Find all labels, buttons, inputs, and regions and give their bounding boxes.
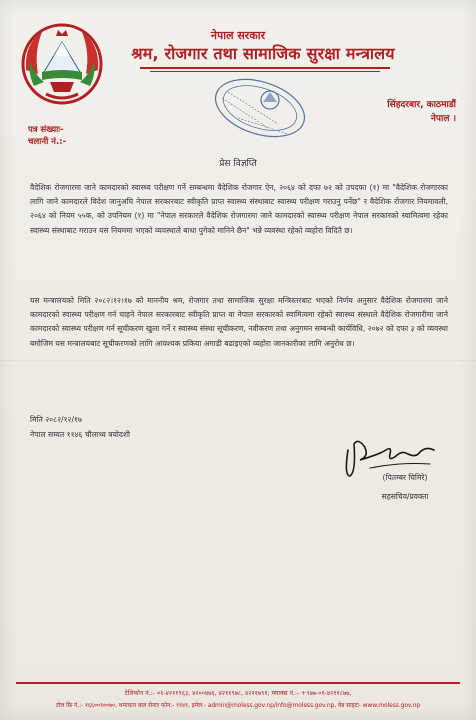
- nepal-sambat-line: नेपाल सम्वत ११४६ चौलाथ्व त्रयोदशी: [30, 430, 131, 439]
- signatory-designation: सहसचिव/प्रवक्ता: [381, 492, 429, 501]
- signatory-block: [350, 468, 460, 506]
- address-line-2: नेपाल ।: [430, 114, 456, 124]
- body-paragraph-1: वैदेशिक रोजगारमा जाने कामदारको स्वास्थ्य परीक्षण गर्ने सम्बन्धमा वैदेशिक रोजगार ऐन, २०६४ को दफा ७२ को उपदफा (१) मा "वैदेशिक रोजगारका लागि जाने कामदारले विदेश जानुअघि नेपाल सरकारबाट स्वीकृति प्राप्त स्वास्थ्य संस्थाबाट स्वास्थ्य परीक्षण गराउनु पर्नेछ" र वैदेशिक रोजगार नियमावली, २०६४ को नियम ५५क, को उपनियम (१) मा "नेपाल सरकारले वैदेशिक रोजगारमा जाने कामदारको स्वास्थ्य परीक्षण नेपाल सरकारको स्वामित्वमा रहेका स्वास्थ्य संस्थाबाट गराउन यस नियममा भएको व्यवस्थाले बाधा पुगेको मानिने छैन" भन्ने व्यवस्था रहेको व्यहोरा विदितै छ।: [30, 183, 448, 235]
- reference-block: [28, 124, 66, 148]
- press-release-title: प्रेस विज्ञप्ति: [219, 159, 257, 169]
- footer-phone-line: टेलिफोन नं.:- ०१-४२११९६३, ४२००४७६, ४२११९७८, ४२११७९१, फ्याक्स नं.:- +९७७-०१-४२११८७७,: [124, 690, 352, 697]
- letterhead-rule: [140, 67, 390, 69]
- paper-fold: [0, 360, 476, 361]
- letterhead-rule-thin: [150, 71, 380, 72]
- address-line-1: सिंहदरबार, काठमाडौं: [387, 100, 456, 110]
- footer-contact-line: टोल फ्रि नं.:- १६६००१००७०, थमाचान कल सेन्टर फोन:- ११४१, इमेल:- admin@moless.gov.np/info@moless.gov.np, वेब साइटः- www.moless.gov.np: [55, 702, 421, 709]
- signatory-name: (पितम्बर घिमिरे): [382, 473, 428, 482]
- office-address: [387, 98, 456, 126]
- government-name: नेपाल सरकार: [210, 29, 266, 42]
- date-line: मिति २०८२/१२/१७: [30, 415, 82, 424]
- ministry-round-stamp-icon: [208, 78, 308, 142]
- date-block: [30, 412, 130, 442]
- body-paragraph-2: यस मन्त्रालयको मिति २०८२।१२।१७ को माननीय श्रम, रोजगार तथा सामाजिक सुरक्षा मन्त्रिस्तरबाट भएको निर्णय अनुसार वैदेशिक रोजगारमा जाने कामदारको स्वास्थ्य परीक्षण गर्न चाहने नेपाल सरकारबाट स्वीकृति प्राप्त वा नेपाल सरकारको स्वामित्वमा रहेको स्वास्थ्य संस्थाले वैदेशिक रोजगारीमा जाने कामदारको स्वास्थ्य परीक्षण गर्न सूचीकरण खुला गर्ने र स्वास्थ्य संस्था सूचीकरण, नवीकरण तथा अनुगमन सम्बन्धी कार्यविधि, २०७२ को दफा ३ को व्यवस्था बमोजिम यस मन्त्रालयबाट सूचीकरणको लागि आवश्यक प्रकिया अगाडी बढाइएको व्यहोरा जानकारीका लागि अनुरोध छ।: [30, 296, 448, 348]
- letter-number-label: पत्र संख्याः-: [28, 125, 64, 135]
- dispatch-number-label: चलानी नं.:-: [28, 137, 67, 147]
- ministry-name: श्रम, रोजगार तथा सामाजिक सुरक्षा मन्त्रालय: [131, 44, 395, 63]
- footer-rule: [16, 682, 460, 684]
